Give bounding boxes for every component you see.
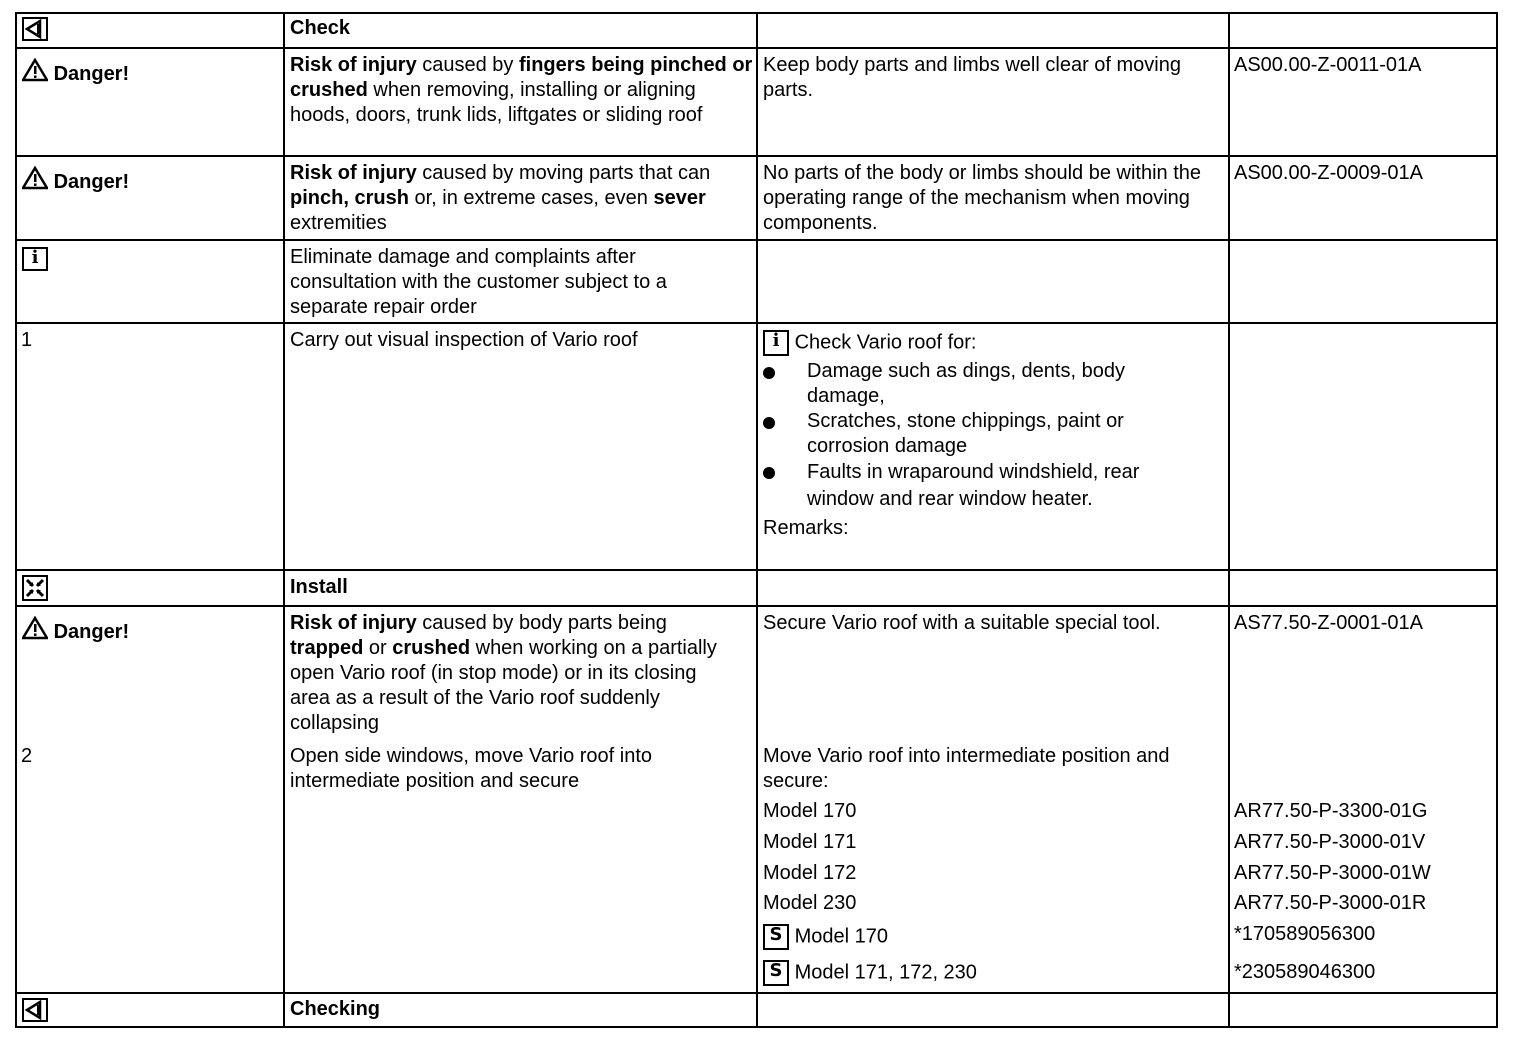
document-reference[interactable]: AS77.50-Z-0001-01A (1234, 612, 1424, 634)
tool-number: *230589046300 (1234, 961, 1376, 983)
col-divider (283, 12, 285, 1028)
list-item: Damage such as dings, dents, body damage, (763, 359, 1183, 409)
check-icon (22, 17, 48, 48)
document-reference[interactable]: AR77.50-P-3000-01V (1234, 831, 1426, 853)
model-label: Model 172 (763, 862, 857, 884)
step-text: Open side windows, move Vario roof into intermediate position and secure (290, 745, 653, 792)
document-reference[interactable]: AR77.50-P-3000-01R (1234, 892, 1427, 914)
warning-icon (22, 616, 48, 640)
info-icon: i (763, 330, 789, 356)
section-heading-install: Install (290, 576, 348, 598)
info-text: Eliminate damage and complaints after consultation with the customer subject to a separate repair order (290, 246, 667, 318)
section-heading-checking: Checking (290, 998, 381, 1020)
danger-action: Keep body parts and limbs well clear of moving parts. (763, 54, 1181, 101)
check-list (763, 359, 1183, 513)
danger-label: Danger! (22, 166, 129, 195)
check-intro: i Check Vario roof for: (763, 330, 977, 356)
document-reference[interactable]: AR77.50-P-3300-01G (1234, 800, 1428, 822)
warning-icon (22, 58, 48, 82)
step-number: 1 (21, 329, 33, 351)
step-number: 2 (21, 745, 33, 767)
tool-model: S Model 171, 172, 230 (763, 960, 977, 986)
list-item: Faults in wraparound windshield, rear window and rear window heater. (763, 459, 1183, 513)
install-icon (22, 575, 48, 608)
model-label: Model 171 (763, 831, 857, 853)
special-tool-icon: S (763, 924, 789, 950)
tool-number: *170589056300 (1234, 923, 1376, 945)
tool-model: S Model 170 (763, 924, 888, 950)
special-tool-icon: S (763, 960, 789, 986)
document-reference[interactable]: AS00.00-Z-0009-01A (1234, 162, 1424, 184)
danger-action: No parts of the body or limbs should be within the operating range of the mechanism when moving components. (763, 162, 1202, 234)
danger-label: Danger! (22, 616, 129, 645)
col-divider (1228, 12, 1230, 1028)
document-reference[interactable]: AR77.50-P-3000-01W (1234, 862, 1431, 884)
document-reference[interactable]: AS00.00-Z-0011-01A (1234, 54, 1422, 76)
col-divider (756, 12, 758, 1028)
danger-action: Secure Vario roof with a suitable special tool. (763, 612, 1161, 634)
check-icon (22, 998, 48, 1029)
warning-icon (22, 166, 48, 190)
danger-text: Risk of injury caused by moving parts that can pinch, crush or, in extreme cases, even sever extremities (290, 162, 711, 234)
info-icon: i (22, 246, 48, 271)
danger-text: Risk of injury caused by body parts being trapped or crushed when working on a partially open Vario roof (in stop mode) or in its closing area as a result of the Vario roof suddenly collapsing (290, 612, 717, 734)
section-heading-check: Check (290, 17, 351, 39)
danger-label: Danger! (22, 58, 129, 87)
step-action: Move Vario roof into intermediate position and secure: (763, 745, 1170, 792)
list-item: Scratches, stone chippings, paint or corrosion damage (763, 409, 1183, 459)
step-text: Carry out visual inspection of Vario roof (290, 329, 638, 351)
model-label: Model 170 (763, 800, 857, 822)
model-label: Model 230 (763, 892, 857, 914)
danger-text: Risk of injury caused by fingers being pinched or crushed when removing, installing or aligning hoods, doors, trunk lids, liftgates or sliding roof (290, 54, 753, 126)
remarks-label: Remarks: (763, 517, 849, 539)
